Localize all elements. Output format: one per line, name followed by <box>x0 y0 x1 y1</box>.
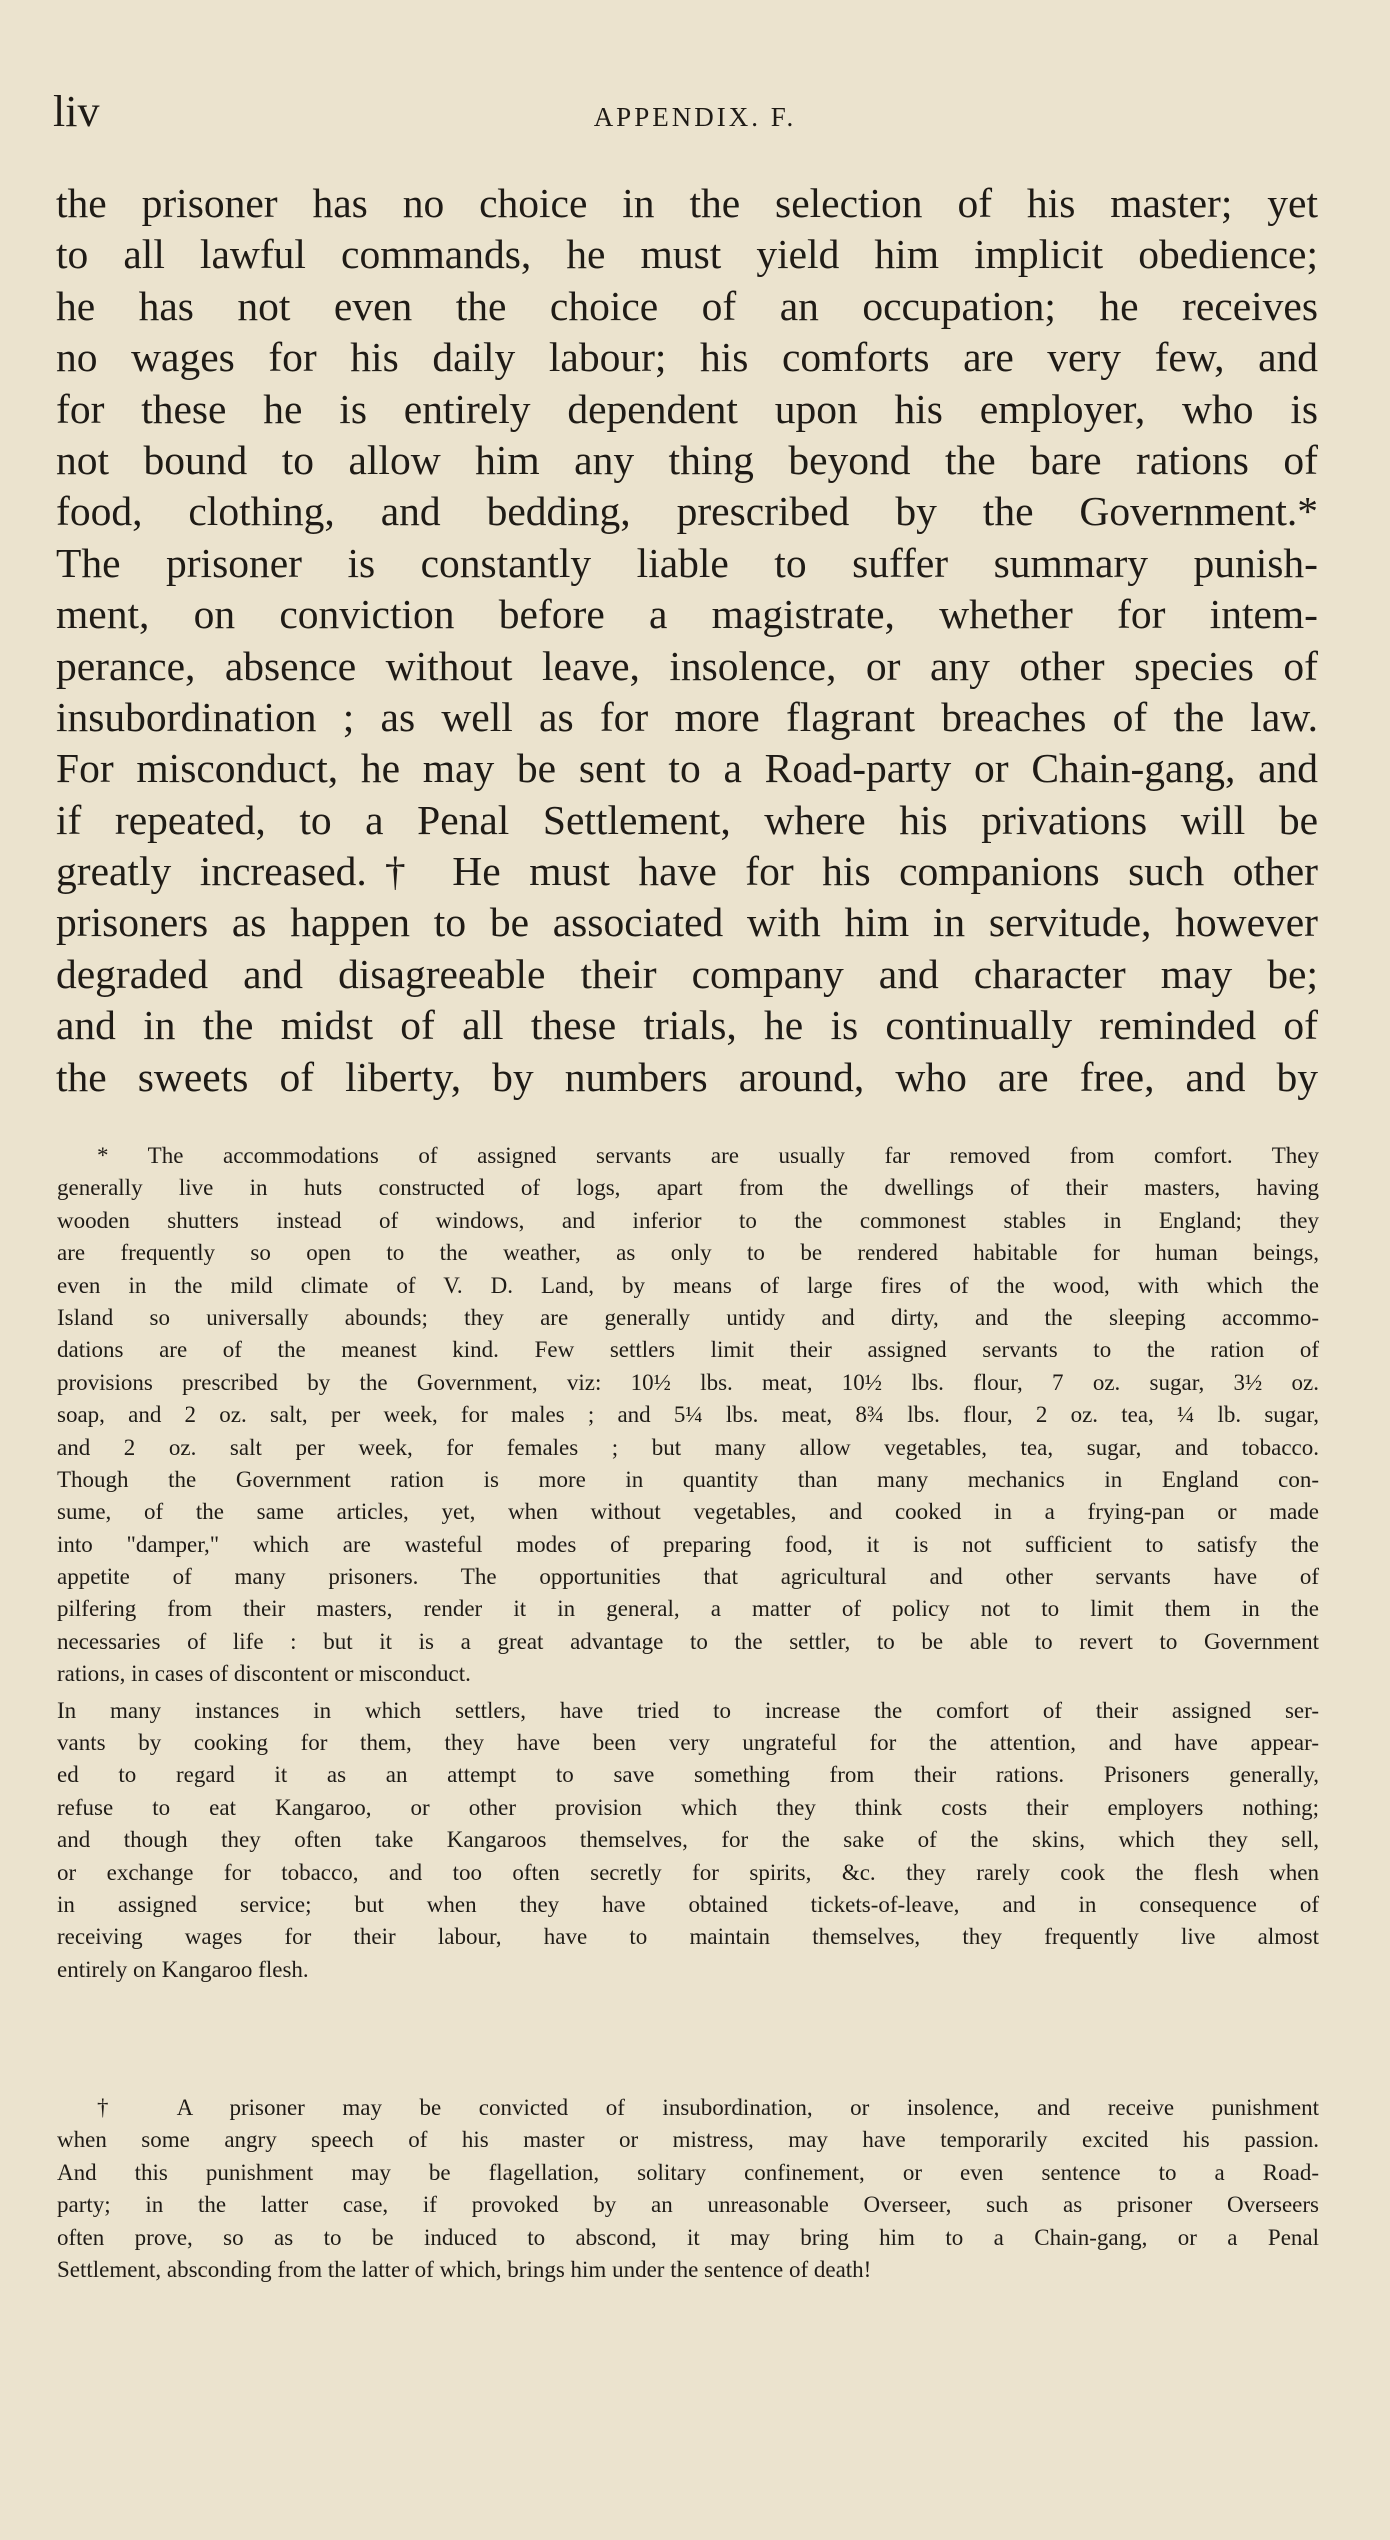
footnote-line: appetite of many prisoners. The opportunities that agricultural and other servants have of <box>57 1564 1319 1590</box>
main-text <box>56 178 1318 1103</box>
footnote-line: and though they often take Kangaroos themselves, for the sake of the skins, which they sell, <box>57 1827 1319 1853</box>
footnote-line: dations are of the meanest kind. Few settlers limit their assigned servants to the ration of <box>57 1337 1319 1363</box>
main-text-line: perance, absence without leave, insolence, or any other species of <box>56 642 1318 689</box>
footnote-line: generally live in huts constructed of logs, apart from the dwellings of their masters, having <box>57 1175 1319 1201</box>
main-text-line: to all lawful commands, he must yield him implicit obedience; <box>56 231 1318 278</box>
main-text-line: The prisoner is constantly liable to suffer summary punish- <box>56 539 1318 586</box>
footnote-line: Though the Government ration is more in quantity than many mechanics in England con- <box>57 1466 1319 1492</box>
footnote-punishment <box>57 2092 1319 2286</box>
main-text-line: food, clothing, and bedding, prescribed by the Government.* <box>56 488 1318 535</box>
footnote-line: and 2 oz. salt per week, for females ; but many allow vegetables, tea, sugar, and tobacco. <box>57 1434 1319 1460</box>
main-text-line: the prisoner has no choice in the selection of his master; yet <box>56 180 1318 226</box>
footnote-line: ed to regard it as an attempt to save something from their rations. Prisoners generally, <box>57 1762 1319 1788</box>
main-text-line: he has not even the choice of an occupation; he receives <box>56 282 1318 329</box>
main-text-line: ment, on conviction before a magistrate, whether for intem- <box>56 591 1318 638</box>
main-text-line: and in the midst of all these trials, he is continually reminded of <box>56 1002 1318 1049</box>
main-text-line: no wages for his daily labour; his comforts are very few, and <box>56 334 1318 381</box>
footnote-line: refuse to eat Kangaroo, or other provision which they think costs their employers nothing; <box>57 1794 1319 1820</box>
main-text-line: not bound to allow him any thing beyond the bare rations of <box>56 436 1318 483</box>
footnote-line: party; in the latter case, if provoked by an unreasonable Overseer, such as prisoner Overseers <box>57 2192 1319 2218</box>
main-text-line: if repeated, to a Penal Settlement, where his privations will be <box>56 796 1318 843</box>
footnote-line: pilfering from their masters, render it in general, a matter of policy not to limit them in the <box>57 1596 1319 1622</box>
footnote-accommodations <box>57 1140 1319 1986</box>
main-text-line: the sweets of liberty, by numbers around, who are free, and by <box>56 1053 1318 1100</box>
footnote-line: † A prisoner may be convicted of insubordination, or insolence, and receive punishment <box>97 2095 1319 2120</box>
main-text-line: degraded and disagreeable their company and character may be; <box>56 950 1318 997</box>
footnote-line: vants by cooking for them, they have been very ungrateful for the attention, and have appear- <box>57 1730 1319 1756</box>
running-head: APPENDIX. F. <box>593 102 797 132</box>
main-text-line: greatly increased.† He must have for his companions such other <box>56 848 1318 895</box>
footnote-line: sume, of the same articles, yet, when without vegetables, and cooked in a frying-pan or made <box>57 1499 1319 1525</box>
footnote-line: in assigned service; but when they have obtained tickets-of-leave, and in consequence of <box>57 1891 1319 1917</box>
footnote-line: Settlement, absconding from the latter of which, brings him under the sentence of death! <box>57 2256 872 2282</box>
footnote-line: In many instances in which settlers, have tried to increase the comfort of their assigned ser- <box>57 1697 1319 1723</box>
footnote-line: or exchange for tobacco, and too often secretly for spirits, &c. they rarely cook the flesh when <box>57 1859 1319 1885</box>
footnote-line: provisions prescribed by the Government, viz: 10½ lbs. meat, 10½ lbs. flour, 7 oz. sugar, 3½ oz. <box>57 1369 1319 1395</box>
footnote-line: * The accommodations of assigned servants are usually far removed from comfort. They <box>97 1143 1319 1168</box>
footnote-line: even in the mild climate of V. D. Land, by means of large fires of the wood, with which the <box>57 1272 1319 1298</box>
footnote-line: necessaries of life : but it is a great advantage to the settler, to be able to revert to Government <box>57 1628 1319 1654</box>
footnote-line: soap, and 2 oz. salt, per week, for males ; and 5¼ lbs. meat, 8¾ lbs. flour, 2 oz. tea, ¼ lb. sugar, <box>57 1402 1319 1428</box>
footnote-line: entirely on Kangaroo flesh. <box>57 1956 309 1982</box>
footnote-line: often prove, so as to be induced to abscond, it may bring him to a Chain-gang, or a Penal <box>57 2224 1319 2250</box>
footnote-line: are frequently so open to the weather, as only to be rendered habitable for human beings, <box>57 1240 1319 1266</box>
main-text-line: prisoners as happen to be associated with him in servitude, however <box>56 899 1318 946</box>
page-number: liv <box>53 87 100 136</box>
footnote-line: receiving wages for their labour, have to maintain themselves, they frequently live almost <box>57 1924 1319 1950</box>
footnote-line: when some angry speech of his master or mistress, may have temporarily excited his passion. <box>57 2127 1319 2153</box>
footnote-line: And this punishment may be flagellation, solitary confinement, or even sentence to a Road- <box>57 2159 1319 2185</box>
footnote-line: rations, in cases of discontent or misconduct. <box>57 1661 471 1687</box>
main-text-line: for these he is entirely dependent upon his employer, who is <box>56 385 1318 432</box>
footnote-line: into "damper," which are wasteful modes of preparing food, it is not sufficient to satisfy the <box>57 1531 1319 1557</box>
main-text-line: insubordination ; as well as for more flagrant breaches of the law. <box>56 693 1318 740</box>
footnote-line: Island so universally abounds; they are generally untidy and dirty, and the sleeping accommo- <box>57 1304 1319 1330</box>
main-text-line: For misconduct, he may be sent to a Road-party or Chain-gang, and <box>56 745 1318 792</box>
footnote-line: wooden shutters instead of windows, and inferior to the commonest stables in England; they <box>57 1207 1319 1233</box>
